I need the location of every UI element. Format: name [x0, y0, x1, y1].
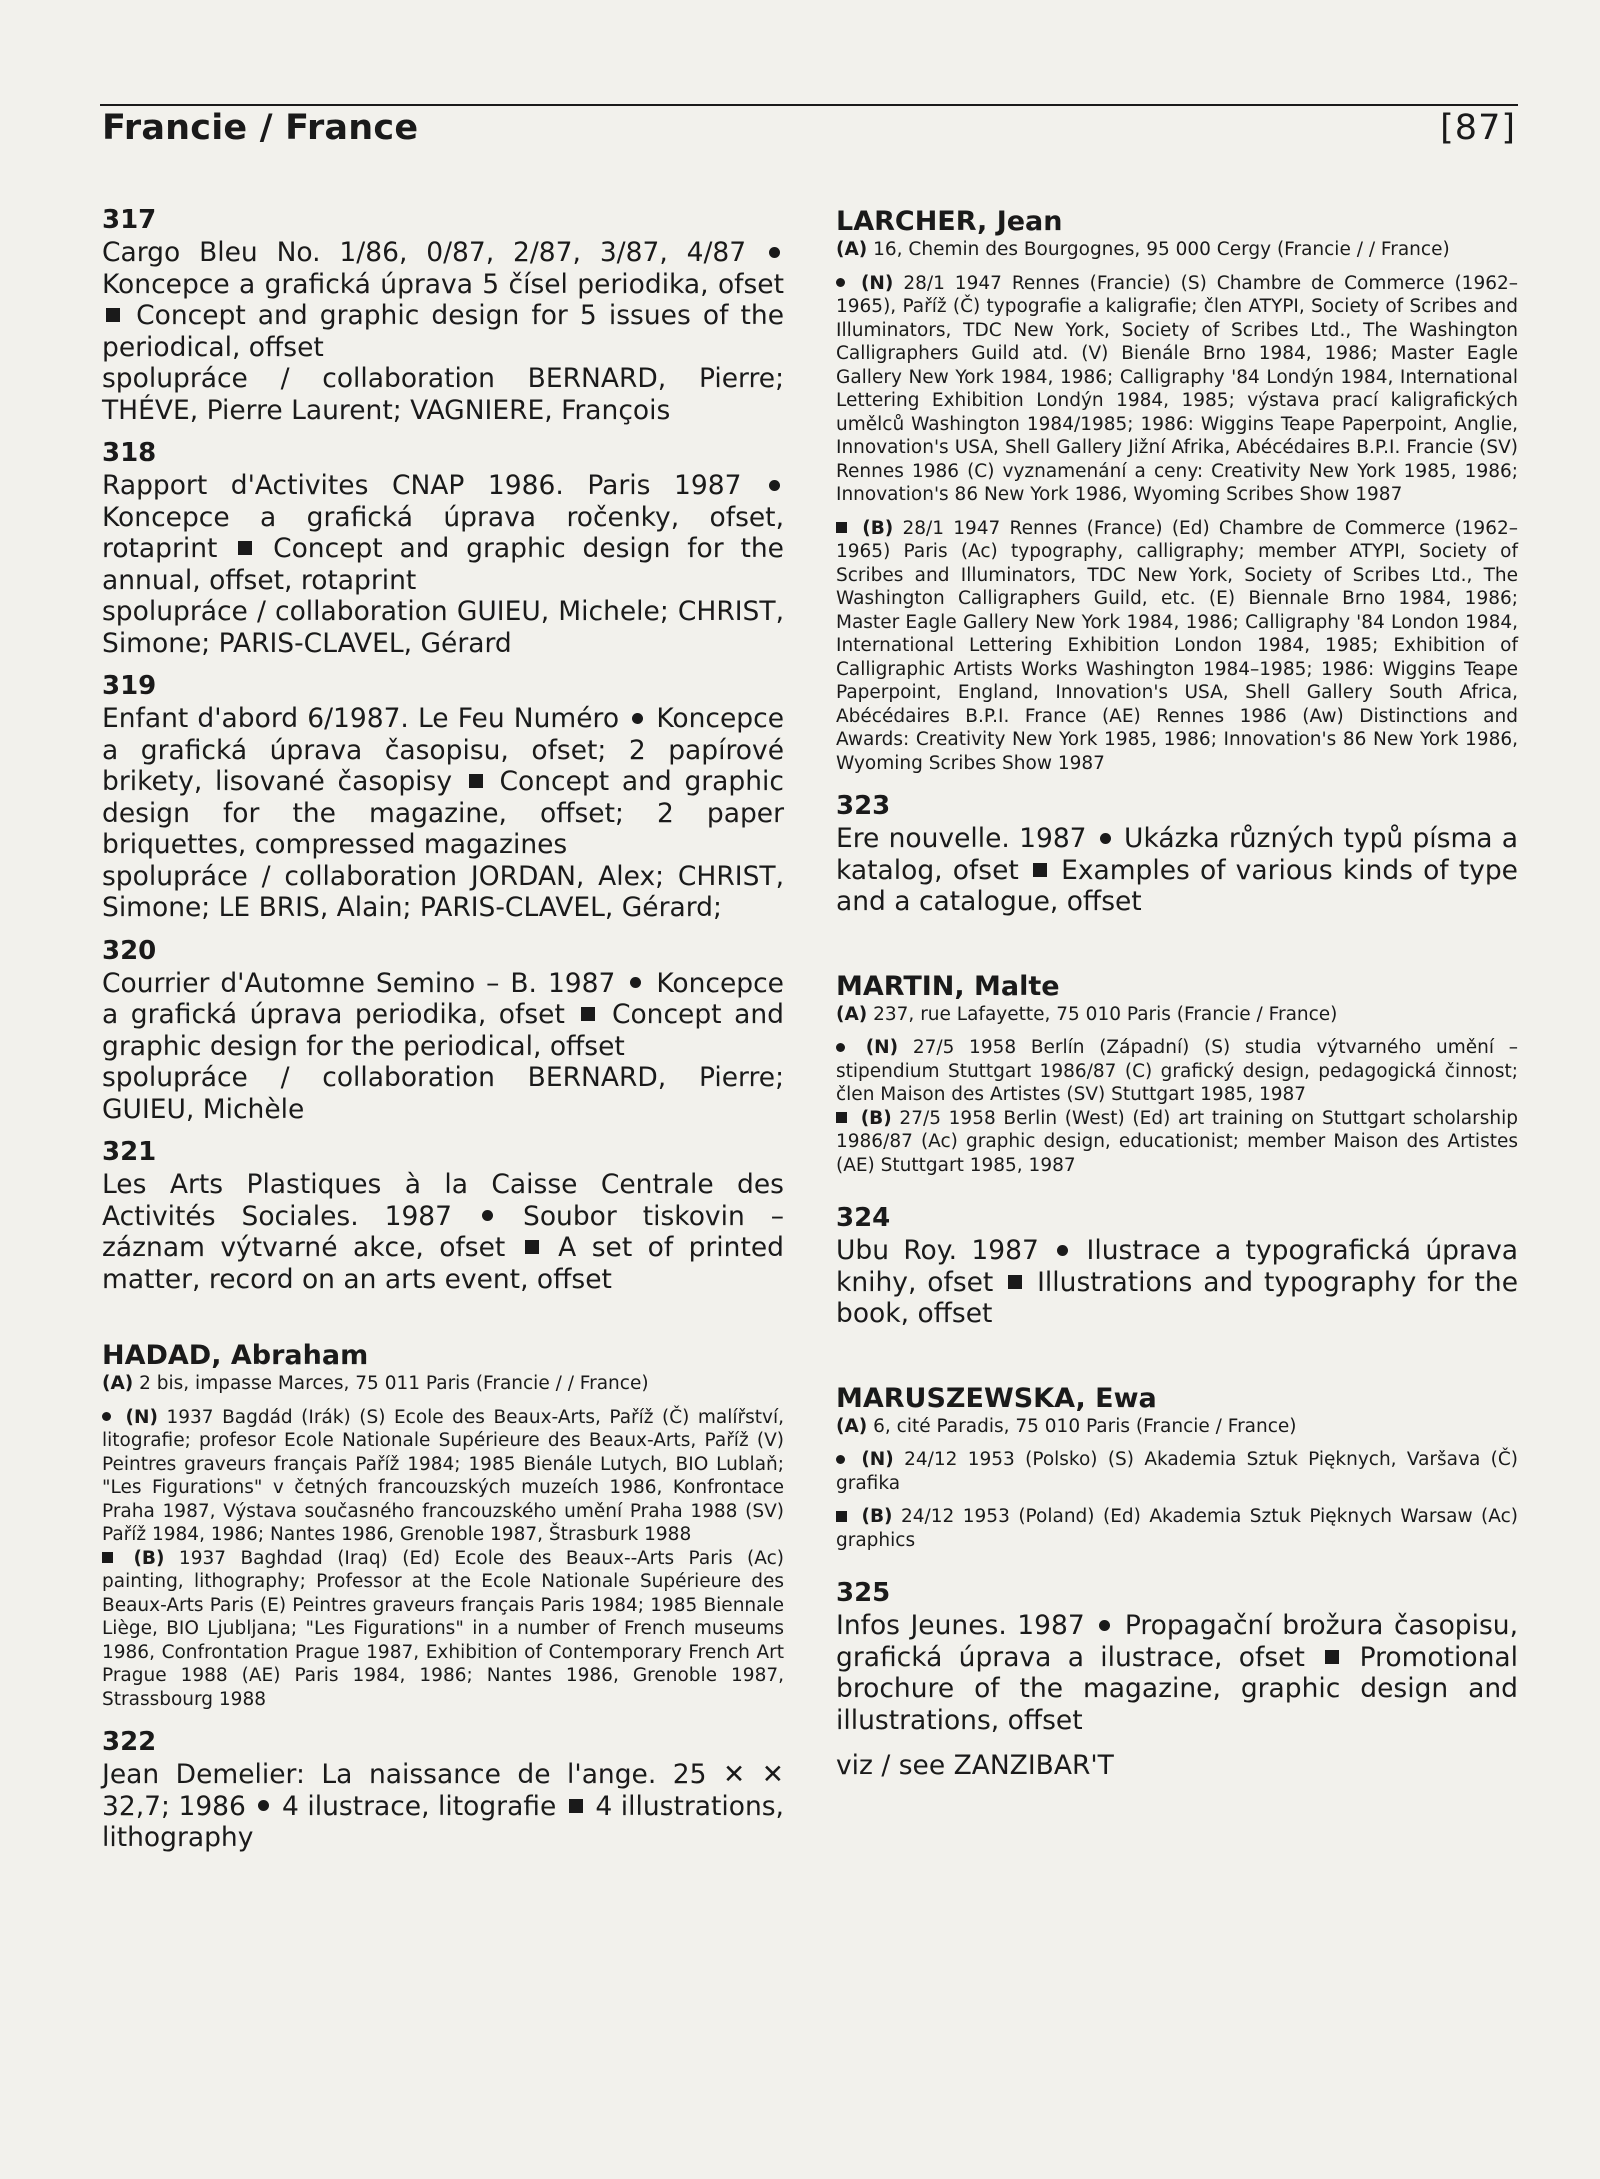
entry-czech: Ilustrace a typografická úprava knihy, ofset: [836, 1235, 1518, 1298]
born-label: (B): [860, 1107, 892, 1129]
entry-325: [836, 1578, 1518, 1782]
artist-name: HADAD, Abraham: [102, 1340, 369, 1371]
entry-english: Concept and graphic design for the annual, offset, rotaprint: [102, 533, 784, 596]
english-marker-icon: [581, 1007, 595, 1021]
artist-bio-czech: [836, 1036, 1518, 1107]
entry-title: Infos Jeunes. 1987: [836, 1610, 1085, 1641]
artist-hadad: [102, 1339, 784, 1711]
page-number: [87]: [1440, 108, 1516, 148]
page-title: Francie / France: [102, 108, 419, 148]
artist-name: MARTIN, Malte: [836, 970, 1060, 1002]
entry-number: 319: [102, 671, 157, 701]
entry-body: [102, 1169, 784, 1295]
bio-english-text: 27/5 1958 Berlin (West) (Ed) art training on Stuttgart scholarship 1986/87 (Ac) graphic design, educationist; member Maison des Artistes (AE) Stuttgart 1985, 1987: [836, 1107, 1519, 1176]
entry-title: Enfant d'abord 6/1987. Le Feu Numéro: [102, 703, 620, 734]
artist-bio-english: [102, 1547, 784, 1712]
entry-czech: Koncepce a grafická úprava 5 čísel periodika, ofset: [102, 268, 784, 300]
czech-marker-icon: [769, 480, 780, 491]
czech-marker-icon: [482, 1210, 493, 1221]
artist-address: [836, 1415, 1518, 1439]
czech-marker-icon: [1099, 1620, 1110, 1631]
entry-321: [102, 1137, 784, 1295]
entry-body: [836, 823, 1518, 918]
entry-322: [102, 1727, 784, 1854]
right-column: [836, 205, 1518, 1794]
entry-320: [102, 936, 784, 1126]
entry-body: [102, 237, 784, 426]
entry-czech: Koncepce a grafická úprava ročenky, ofset, rotaprint: [102, 501, 784, 564]
entry-english: Concept and graphic design for the magazine, offset; 2 paper briquettes, compressed magazines: [102, 766, 784, 860]
entry-317: [102, 205, 784, 426]
born-label: (B): [861, 1506, 893, 1527]
born-label: (N): [865, 1037, 899, 1058]
czech-marker-icon: [1100, 833, 1111, 844]
czech-marker-icon: [102, 1412, 111, 1421]
address-text: 16, Chemin des Bourgognes, 95 000 Cergy (Francie / / France): [873, 239, 1450, 260]
entry-title: Ubu Roy. 1987: [836, 1235, 1039, 1266]
entry-body: [102, 1759, 784, 1854]
bio-czech-text: 1937 Bagdád (Irák) (S) Ecole des Beaux-Arts, Paříž (Č) malířství, litografie; profesor Ecole Nationale Supérieure des Beaux-Arts, Paříž (V) Peintres graveurs français Paříž 1984; 1985 Bienále Lutych, BIO Lublaň; "Les Figurations" v četných francouzských muzeích 1986, Konfrontace Praha 1987, Výstava současného francouzského umění Praha 1988 (SV) Paříž 1984, 1986; Nantes 1986, Grenoble 1987, Štrasburk 1988: [102, 1406, 784, 1545]
artist-bio-czech: [836, 1448, 1518, 1495]
header-rule: [100, 104, 1518, 106]
address-text: 6, cité Paradis, 75 010 Paris (Francie / France): [873, 1415, 1297, 1437]
entry-czech: Ukázka různých typů písma a katalog, ofset: [836, 823, 1518, 886]
entry-title: Les Arts Plastiques à la Caisse Centrale des Activités Sociales. 1987: [102, 1169, 784, 1232]
entry-324: [836, 1203, 1518, 1330]
bio-czech-text: 27/5 1958 Berlín (Západní) (S) studia výtvarného umění – stipendium Stuttgart 1986/87 (C) grafický design, pedagogická činnost; člen Maison des Artistes (SV) Stuttgart 1985, 1987: [836, 1037, 1518, 1105]
entry-czech: Propagační brožura časopisu, grafická úprava a ilustrace, ofset: [836, 1610, 1518, 1673]
born-label: (N): [861, 1449, 894, 1470]
bio-english-text: 24/12 1953 (Poland) (Ed) Akademia Sztuk Pięknych Warsaw (Ac) graphics: [836, 1506, 1518, 1551]
artist-martin: [836, 970, 1518, 1178]
artist-bio-english: [836, 1107, 1518, 1178]
entry-english: 4 illustrations, lithography: [102, 1790, 784, 1853]
artist-name: MARUSZEWSKA, Ewa: [836, 1382, 1157, 1414]
entry-body: [102, 703, 784, 924]
entry-collaboration: spolupráce / collaboration BERNARD, Pierre; GUIEU, Michèle: [102, 1062, 784, 1125]
artist-address: [836, 238, 1518, 262]
czech-marker-icon: [769, 247, 780, 258]
address-text: 2 bis, impasse Marces, 75 011 Paris (Francie / / France): [139, 1373, 649, 1394]
bio-english-text: 1937 Baghdad (Iraq) (Ed) Ecole des Beaux--Arts Paris (Ac) painting, lithography; Professor at the Ecole Nationale Supérieure des Beaux-Arts Paris (E) Peintres graveurs français Paris 1984; 1985 Biennale Liège, BIO Ljubljana; "Les Figurations" in a number of French museums 1986, Confrontation Prague 1987, Exhibition of Contemporary French Art Prague 1988 (AE) Paris 1984, 1986; Nantes 1986, Grenoble 1987, Strassbourg 1988: [102, 1547, 784, 1710]
czech-marker-icon: [836, 278, 845, 287]
czech-marker-icon: [1057, 1245, 1068, 1256]
artist-address: [102, 1372, 784, 1396]
english-marker-icon: [106, 308, 120, 322]
entry-318: [102, 438, 784, 659]
entry-body: [102, 470, 784, 659]
czech-marker-icon: [630, 977, 641, 988]
entry-number: 321: [102, 1137, 157, 1167]
entry-body: [836, 1610, 1518, 1736]
address-label: (A): [836, 1003, 868, 1025]
born-label: (B): [862, 517, 894, 539]
entry-czech: Soubor tiskovin – záznam výtvarné akce, ofset: [102, 1200, 784, 1263]
born-label: (B): [133, 1547, 165, 1569]
bio-english-text: 28/1 1947 Rennes (France) (Ed) Chambre de Commerce (1962–1965) Paris (Ac) typography, calligraphy; member ATYPI, Society of Scribes and Illuminators, TDC New York, Society of Scribes Ltd., The Washington Calligraphers Guild, etc. (E) Biennale Brno 1984, 1986; Master Eagle Gallery New York 1984, 1986; Calligraphy '84 London 1984, International Lettering Exhibition London 1984, 1985; Exhibition of Calligraphic Artists Works Washington 1984–1985; 1986: Wiggins Teape Paperpoint, England, Innovation's USA, Shell Gallery South Africa, Abécédaires B.P.I. France (AE) Rennes 1986 (Aw) Distinctions and Awards: Creativity New York 1985, 1986; Innovation's 86 New York 1986, Wyoming Scribes Show 1987: [836, 517, 1518, 774]
english-marker-icon: [836, 1112, 847, 1123]
czech-marker-icon: [836, 1043, 845, 1052]
artist-maruszewska: [836, 1382, 1518, 1553]
czech-marker-icon: [632, 713, 643, 724]
entry-number: 318: [102, 438, 157, 468]
bio-czech-text: 24/12 1953 (Polsko) (S) Akademia Sztuk Pięknych, Varšava (Č) grafika: [836, 1449, 1518, 1494]
address-label: (A): [102, 1373, 134, 1394]
entry-collaboration: spolupráce / collaboration GUIEU, Michele; CHRIST, Simone; PARIS-CLAVEL, Gérard: [102, 596, 784, 659]
english-marker-icon: [102, 1552, 113, 1563]
entry-english: Concept and graphic design for 5 issues of the periodical, offset: [102, 300, 784, 363]
entry-english: Concept and graphic design for the periodical, offset: [102, 999, 784, 1062]
english-marker-icon: [238, 541, 252, 555]
see-reference: viz / see ZANZIBAR'T: [836, 1750, 1114, 1781]
entry-number: 322: [102, 1727, 157, 1757]
address-label: (A): [836, 1415, 868, 1437]
entry-czech: 4 ilustrace, litografie: [281, 1790, 557, 1822]
entry-number: 324: [836, 1203, 891, 1233]
english-marker-icon: [836, 1511, 847, 1522]
english-marker-icon: [836, 522, 847, 533]
artist-address: [836, 1003, 1518, 1027]
entry-323: [836, 791, 1518, 918]
entry-title: Jean Demelier: La naissance de l'ange. 25 ✕ ✕ 32,7; 1986: [102, 1759, 784, 1822]
entry-title: Ere nouvelle. 1987: [836, 823, 1087, 854]
english-marker-icon: [525, 1240, 539, 1254]
artist-bio-czech: [102, 1406, 784, 1547]
born-label: (N): [125, 1406, 158, 1428]
entry-body: [836, 1235, 1518, 1330]
czech-marker-icon: [836, 1455, 845, 1464]
entry-title: Courrier d'Automne Semino – B. 1987: [102, 967, 616, 999]
entry-title: Cargo Bleu No. 1/86, 0/87, 2/87, 3/87, 4/87: [102, 237, 747, 268]
english-marker-icon: [569, 1799, 583, 1813]
entry-number: 317: [102, 205, 157, 235]
entry-collaboration: spolupráce / collaboration BERNARD, Pierre; THÉVE, Pierre Laurent; VAGNIERE, François: [102, 363, 784, 426]
artist-name: LARCHER, Jean: [836, 206, 1063, 237]
entry-title: Rapport d'Activites CNAP 1986. Paris 1987: [102, 470, 742, 501]
artist-bio-english: [836, 517, 1518, 776]
artist-larcher: [836, 205, 1518, 775]
address-label: (A): [836, 239, 868, 260]
english-marker-icon: [1008, 1275, 1022, 1289]
entry-english: Examples of various kinds of type and a catalogue, offset: [836, 854, 1518, 917]
entry-body: [102, 968, 784, 1126]
english-marker-icon: [1033, 863, 1047, 877]
left-column: [102, 205, 784, 1866]
english-marker-icon: [469, 774, 483, 788]
english-marker-icon: [1325, 1650, 1339, 1664]
entry-319: [102, 671, 784, 924]
entry-number: 323: [836, 791, 891, 821]
czech-marker-icon: [258, 1800, 269, 1811]
address-text: 237, rue Lafayette, 75 010 Paris (Francie / France): [873, 1003, 1338, 1025]
entry-english: Illustrations and typography for the book, offset: [836, 1266, 1518, 1329]
entry-czech: Koncepce a grafická úprava časopisu, ofset; 2 papírové brikety, lisované časopisy: [102, 703, 784, 797]
entry-collaboration: spolupráce / collaboration JORDAN, Alex; CHRIST, Simone; LE BRIS, Alain; PARIS-CLAVEL, Gérard;: [102, 860, 784, 923]
entry-number: 320: [102, 935, 157, 966]
born-label: (N): [860, 272, 894, 294]
artist-bio-czech: [836, 272, 1518, 507]
entry-czech: Koncepce a grafická úprava periodika, ofset: [102, 967, 784, 1030]
entry-english: A set of printed matter, record on an arts event, offset: [102, 1232, 784, 1295]
entry-english: Promotional brochure of the magazine, graphic design and illustrations, offset: [836, 1641, 1518, 1736]
bio-czech-text: 28/1 1947 Rennes (Francie) (S) Chambre de Commerce (1962–1965), Paříž (Č) typografie a kaligrafie; člen ATYPI, Society of Scribes and Illuminators, TDC New York, Society of Scribes Ltd., The Washington Calligraphers Guild atd. (V) Bienále Brno 1984, 1986; Master Eagle Gallery New York 1984, 1986; Calligraphy '84 Londýn 1984, International Lettering Exhibition Londýn 1984, 1985; výstava prací kaligrafických umělců Washington 1984/1985; 1986: Wiggins Teape Paperpoint, Anglie, Innovation's USA, Shell Gallery Jižní Afrika, Abécédaires B.P.I. Francie (SV) Rennes 1986 (C) vyznamenání a ceny: Creativity New York 1985, 1986; Innovation's 86 New York 1986, Wyoming Scribes Show 1987: [836, 272, 1519, 505]
artist-bio-english: [836, 1505, 1518, 1552]
entry-number: 325: [836, 1578, 891, 1608]
